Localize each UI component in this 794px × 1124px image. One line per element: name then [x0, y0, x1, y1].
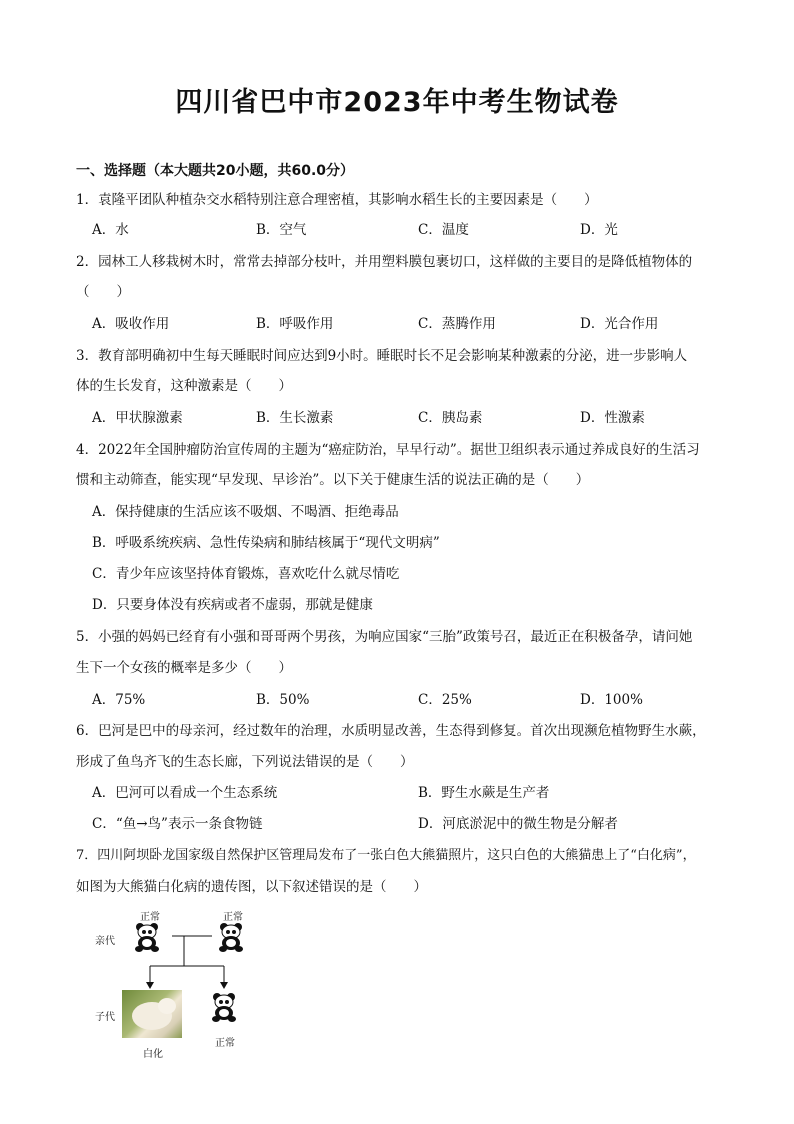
q6-option-a: A．巴河可以看成一个生态系统	[92, 785, 278, 801]
question-1: 1．袁隆平团队种植杂交水稻特别注意合理密植，其影响水稻生长的主要因素是（ ）	[76, 192, 598, 208]
albino-child-label: 白化	[143, 1049, 163, 1060]
q6-option-c: C．“鱼→鸟”表示一条食物链	[92, 816, 263, 832]
question-4-line1: 4．2022年全国肿瘤防治宣传周的主题为“癌症防治，早早行动”。据世卫组织表示通过养成良好的生活习	[76, 442, 700, 458]
q2-option-b: B．呼吸作用	[256, 316, 334, 332]
q1-option-d: D．光	[580, 222, 618, 238]
question-2-line1: 2．园林工人移栽树木时，常常去掉部分枝叶，并用塑料膜包裹切口，这样做的主要目的是降低植物体的	[76, 254, 693, 270]
question-7-line1: 7．四川阿坝卧龙国家级自然保护区管理局发布了一张白色大熊猫照片，这只白色的大熊猫患上了“白化病”，	[76, 848, 696, 863]
panda-child-normal-icon	[211, 992, 239, 1022]
q3-option-d: D．性激素	[580, 410, 645, 426]
page-title: 四川省巴中市2023年中考生物试卷	[175, 87, 619, 118]
q6-option-b: B．野生水蕨是生产者	[418, 785, 550, 801]
q2-option-a: A．吸收作用	[92, 316, 170, 332]
q3-option-c: C．胰岛素	[418, 410, 483, 426]
question-2-line2: （ ）	[76, 284, 130, 300]
parent1-label: 正常	[140, 912, 160, 923]
q3-option-a: A．甲状腺激素	[92, 410, 183, 426]
q5-option-d: D．100%	[580, 692, 643, 708]
child-generation-label: 子代	[95, 1012, 115, 1023]
q1-option-a: A．水	[92, 222, 129, 238]
q4-option-a: A．保持健康的生活应该不吸烟、不喝酒、拒绝毒品	[92, 504, 399, 520]
question-7-line2: 如图为大熊猫白化病的遗传图，以下叙述错误的是（ ）	[76, 879, 427, 895]
q5-option-c: C．25%	[418, 692, 472, 708]
parent2-label: 正常	[223, 912, 243, 923]
q2-option-c: C．蒸腾作用	[418, 316, 496, 332]
q1-option-b: B．空气	[256, 222, 307, 238]
q5-option-a: A．75%	[92, 692, 146, 708]
section-heading: 一、选择题（本大题共20小题，共60.0分）	[76, 163, 355, 179]
q4-option-b: B．呼吸系统疾病、急性传染病和肺结核属于“现代文明病”	[92, 535, 440, 551]
q4-option-c: C．青少年应该坚持体育锻炼，喜欢吃什么就尽情吃	[92, 566, 400, 582]
question-6-line1: 6．巴河是巴中的母亲河，经过数年的治理，水质明显改善，生态得到修复。首次出现濒危植物野生水蕨，	[76, 723, 706, 739]
question-5-line1: 5．小强的妈妈已经育有小强和哥哥两个男孩，为响应国家“三胎”政策号召，最近正在积极备孕，请问她	[76, 629, 693, 645]
question-5-line2: 生下一个女孩的概率是多少（ ）	[76, 660, 292, 676]
question-6-line2: 形成了鱼鸟齐飞的生态长廊，下列说法错误的是（ ）	[76, 754, 414, 770]
q5-option-b: B．50%	[256, 692, 310, 708]
question-3-line2: 体的生长发育，这种激素是（ ）	[76, 378, 292, 394]
pedigree-lines	[140, 930, 250, 990]
question-4-line2: 惯和主动筛查，能实现“早发现、早诊治”。以下关于健康生活的说法正确的是（ ）	[76, 472, 590, 488]
q6-option-d: D．河底淤泥中的微生物是分解者	[418, 816, 618, 832]
albino-panda-photo	[122, 990, 182, 1038]
parent-generation-label: 亲代	[95, 936, 115, 947]
q3-option-b: B．生长激素	[256, 410, 334, 426]
q4-option-d: D．只要身体没有疾病或者不虚弱，那就是健康	[92, 597, 373, 613]
q2-option-d: D．光合作用	[580, 316, 659, 332]
normal-child-label: 正常	[215, 1038, 235, 1049]
question-3-line1: 3．教育部明确初中生每天睡眠时间应达到9小时。睡眠时长不足会影响某种激素的分泌，进一步影响人	[76, 348, 688, 364]
q1-option-c: C．温度	[418, 222, 469, 238]
